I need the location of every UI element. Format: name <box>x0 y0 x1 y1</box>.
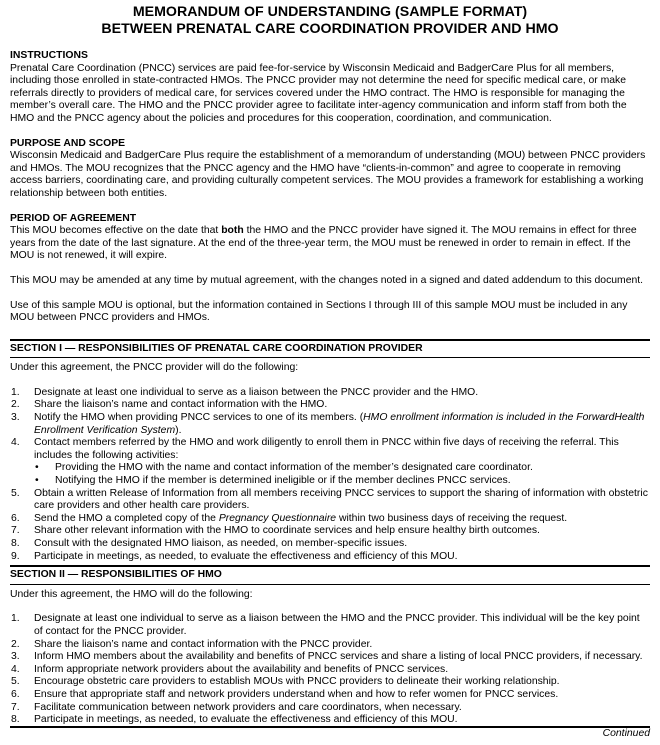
bullet-icon: • <box>35 475 39 487</box>
item-number: 4. <box>11 663 20 675</box>
section-2-list <box>10 613 650 726</box>
item-text: Encourage obstetric care providers to establish MOUs with PNCC providers to delineate their working relationship. <box>34 676 560 688</box>
item-number: 5. <box>11 676 20 688</box>
item-text: Inform appropriate network providers about the availability and benefits of PNCC services. <box>34 663 449 675</box>
item-number: 5. <box>11 487 20 499</box>
item-text: Share other relevant information with the HMO to coordinate services and help ensure healthy birth outcomes. <box>34 525 540 537</box>
instructions-section <box>10 50 650 126</box>
item-number: 1. <box>11 613 20 625</box>
item-text: Facilitate communication between network providers and care coordinators, when necessary. <box>34 701 462 713</box>
list-item <box>10 714 650 727</box>
list-item <box>10 551 650 564</box>
bullet-text: Providing the HMO with the name and contact information of the member’s designated care coordinator. <box>55 462 533 474</box>
list-item <box>10 538 650 551</box>
item-number: 7. <box>11 701 20 713</box>
item-number: 2. <box>11 399 20 411</box>
instructions-text: Prenatal Care Coordination (PNCC) services are paid fee-for-service by Wisconsin Medicaid and BadgerCare Plus for all members, including those enrolled in state-contracted HMOs. The PNCC provider may not determine the need for specific medical care, or make referrals directly to providers of medical care, for services covered under the HMO contract. The HMO is responsible for managing the member’s overall care. The HMO and the PNCC provider agree to facilitate inter-agency communication and inform staff from both the HMO and the PNCC agency about the policies and procedures for this cooperation, coordination, and communication. <box>10 62 627 124</box>
item-text: Obtain a written Release of Information from all members receiving PNCC services to support the sharing of information with obstetric care providers and other health care providers. <box>34 487 648 512</box>
list-item <box>10 639 650 652</box>
item-text: Designate at least one individual to serve as a liaison between the HMO and the PNCC provider. This individual will be the key point of contact for the PNCC provider. <box>34 613 640 637</box>
item-text: Participate in meetings, as needed, to evaluate the effectiveness and efficiency of this MOU. <box>34 714 458 726</box>
title-line-2: BETWEEN PRENATAL CARE COORDINATION PROVIDER AND HMO <box>101 21 559 37</box>
list-item <box>10 702 650 715</box>
list-item <box>10 525 650 538</box>
period-paragraph-3: Use of this sample MOU is optional, but the information contained in Sections I through III of this sample MOU must be included in any MOU between PNCC providers and HMOs. <box>10 299 628 324</box>
continued-label: Continued <box>602 728 650 740</box>
item-number: 1. <box>11 386 20 398</box>
list-item <box>10 488 650 513</box>
list-item <box>10 399 650 412</box>
sub-bullet-list <box>34 462 650 487</box>
instructions-heading: INSTRUCTIONS <box>10 50 88 61</box>
item-number: 6. <box>11 688 20 700</box>
item-number: 9. <box>11 550 20 562</box>
list-item <box>10 664 650 677</box>
purpose-text: Wisconsin Medicaid and BadgerCare Plus require the establishment of a memorandum of understanding (MOU) between PNCC providers and HMOs. The MOU recognizes that the PNCC agency and the HMO have “clients-in-common” and agree to cooperate in removing access barriers, coordinating care, and providing culturally competent services. The MOU provides a framework for establishing a working relationship between both entities. <box>10 150 646 199</box>
list-item <box>10 387 650 400</box>
bullet-item <box>34 475 650 488</box>
section-2-intro: Under this agreement, the HMO will do the following: <box>10 588 253 600</box>
item-text: Participate in meetings, as needed, to evaluate the effectiveness and efficiency of this MOU. <box>34 550 458 562</box>
item-text: Inform HMO members about the availability and benefits of PNCC services and share a listing of local PNCC providers, if necessary. <box>34 651 643 663</box>
item-text: Share the liaison’s name and contact information with the HMO. <box>34 399 328 411</box>
period-paragraph-2: This MOU may be amended at any time by mutual agreement, with the changes noted in a signed and dated addendum to this document. <box>10 274 644 286</box>
item-text: Ensure that appropriate staff and network providers understand when and how to refer women for PNCC services. <box>34 688 559 700</box>
list-item <box>10 437 650 487</box>
period-section <box>10 213 650 325</box>
bullet-item <box>34 462 650 475</box>
document-page <box>10 0 650 727</box>
title-line-1: MEMORANDUM OF UNDERSTANDING (SAMPLE FORMAT) <box>132 4 528 20</box>
period-p1-bold: both <box>221 225 244 237</box>
list-item <box>10 689 650 702</box>
item-number: 3. <box>11 412 20 424</box>
bullet-icon: • <box>35 462 39 474</box>
item-text-end: within two business days of receiving the request. <box>336 512 568 524</box>
item-text: Designate at least one individual to serve as a liaison between the PNCC provider and the HMO. <box>34 386 479 398</box>
item-number: 4. <box>11 437 20 449</box>
item-number: 8. <box>11 538 20 549</box>
bullet-text: Notifying the HMO if the member is determined ineligible or if the member declines PNCC services. <box>55 475 511 487</box>
item-number: 7. <box>11 525 20 537</box>
item-number: 3. <box>11 651 20 663</box>
section-1-heading: SECTION I — RESPONSIBILITIES OF PRENATAL CARE COORDINATION PROVIDER <box>10 339 650 359</box>
list-item <box>10 651 650 664</box>
period-p1-before: This MOU becomes effective on the date that <box>10 225 222 237</box>
list-item <box>10 676 650 689</box>
section-1-list <box>10 387 650 563</box>
section-1-intro: Under this agreement, the PNCC provider will do the following: <box>10 362 299 374</box>
section-2-heading: SECTION II — RESPONSIBILITIES OF HMO <box>10 565 650 585</box>
item-italic-text: Pregnancy Questionnaire <box>218 512 337 524</box>
item-italic-text: HMO enrollment information is included in the ForwardHealth Enrollment Verification System <box>34 412 645 436</box>
period-paragraph-1 <box>10 225 650 263</box>
item-text: Notify the HMO when providing PNCC services to one of its members. ( <box>34 412 364 424</box>
purpose-section <box>10 138 650 201</box>
item-number: 2. <box>11 638 20 650</box>
list-item <box>10 412 650 437</box>
list-item <box>10 613 650 638</box>
period-heading: PERIOD OF AGREEMENT <box>10 212 137 224</box>
document-title <box>10 4 650 38</box>
item-number: 8. <box>11 714 20 726</box>
item-text: Contact members referred by the HMO and work diligently to enroll them in PNCC within five days of receiving the referral. This includes the following activities: <box>34 437 619 461</box>
list-item <box>10 513 650 526</box>
item-text-end: ). <box>175 424 182 436</box>
bottom-divider <box>10 726 650 728</box>
purpose-heading: PURPOSE AND SCOPE <box>10 137 126 149</box>
item-text: Send the HMO a completed copy of the <box>34 512 219 524</box>
period-p1-after: the HMO and the PNCC provider have signed it. The MOU remains in effect for three years from the date of the last signature. At the end of the three-year term, the MOU must be renewed in order to remain in effect. If the MOU is not renewed, it will expire. <box>10 225 637 262</box>
item-text: Share the liaison’s name and contact information with the PNCC provider. <box>34 638 373 650</box>
item-text: Consult with the designated HMO liaison, as needed, on member-specific issues. <box>34 538 408 549</box>
item-number: 6. <box>11 512 20 524</box>
